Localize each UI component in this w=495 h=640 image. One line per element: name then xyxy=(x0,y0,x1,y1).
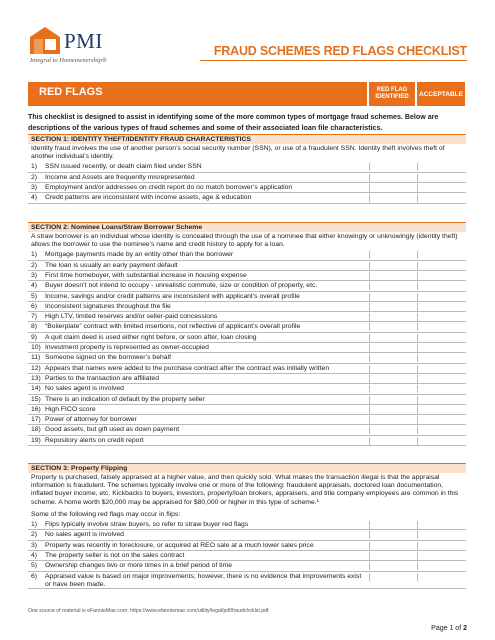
checklist-row xyxy=(28,271,466,281)
red-flag-identified-checkbox[interactable] xyxy=(369,437,415,445)
brand-tagline: Integral to Homeownership® xyxy=(30,57,107,64)
red-flag-identified-checkbox[interactable] xyxy=(369,251,415,259)
page-number-total: 2 xyxy=(463,625,467,632)
checklist-item-text: Mortgage payments made by an entity other than the borrower xyxy=(45,251,234,259)
column-header-acceptable: ACCEPTABLE xyxy=(417,82,465,106)
acceptable-checkbox[interactable] xyxy=(417,163,465,171)
acceptable-checkbox[interactable] xyxy=(417,272,465,280)
checklist-row xyxy=(28,312,466,322)
checklist-row xyxy=(28,183,466,193)
checklist-item-number: 15) xyxy=(31,395,41,403)
acceptable-checkbox[interactable] xyxy=(417,323,465,331)
acceptable-checkbox[interactable] xyxy=(417,293,465,301)
acceptable-checkbox[interactable] xyxy=(417,334,465,342)
red-flag-identified-checkbox[interactable] xyxy=(369,521,415,529)
checklist-item-text: The loan is usually an early payment default xyxy=(45,261,178,269)
section-property-flipping xyxy=(28,463,466,589)
section-description: A straw borrower is an individual whose identity is concealed through the use of a nominee that either knowingly or unknowingly (identity theft) allows the borrower to use the nominee’s name and credit history to apply for a loan. xyxy=(31,233,458,249)
acceptable-checkbox[interactable] xyxy=(417,354,465,362)
red-flag-identified-checkbox[interactable] xyxy=(369,344,415,352)
checklist-item-text: Flips typically involve straw buyers, so refer to straw buyer red flags xyxy=(45,521,249,529)
checklist-item-text: Good assets, but gift used as down payment xyxy=(45,426,180,434)
acceptable-checkbox[interactable] xyxy=(417,385,465,393)
checklist-item-number: 16) xyxy=(31,405,41,413)
acceptable-checkbox[interactable] xyxy=(417,303,465,311)
acceptable-checkbox[interactable] xyxy=(417,251,465,259)
checklist-row xyxy=(28,322,466,332)
checklist-item-text: Parties to the transaction are affiliated xyxy=(45,374,159,382)
checklist-row xyxy=(28,281,466,291)
checklist-row xyxy=(28,374,466,384)
red-flag-identified-checkbox[interactable] xyxy=(369,406,415,414)
checklist-row xyxy=(28,173,466,183)
checklist-item-number: 2) xyxy=(31,531,38,539)
page-number xyxy=(431,625,467,632)
acceptable-checkbox[interactable] xyxy=(417,375,465,383)
checklist-row xyxy=(28,436,466,446)
checklist-item-text: The property seller is not on the sales contract xyxy=(45,551,185,559)
red-flag-identified-checkbox[interactable] xyxy=(369,262,415,270)
checklist-item-number: 3) xyxy=(31,272,38,279)
title-divider xyxy=(200,60,467,61)
checklist-row xyxy=(28,425,466,435)
red-flag-identified-checkbox[interactable] xyxy=(369,426,415,434)
acceptable-checkbox[interactable] xyxy=(417,552,465,560)
checklist-row xyxy=(28,333,466,343)
acceptable-checkbox[interactable] xyxy=(417,262,465,270)
checklist-row xyxy=(28,261,466,271)
red-flag-identified-checkbox[interactable] xyxy=(369,194,415,202)
acceptable-checkbox[interactable] xyxy=(417,437,465,445)
acceptable-checkbox[interactable] xyxy=(417,426,465,434)
checklist-item-text: “Boilerplate” contract with limited insertions, not reflective of applicant’s overall profile xyxy=(45,323,301,331)
checklist-item-number: 18) xyxy=(31,426,41,434)
red-flag-identified-checkbox[interactable] xyxy=(369,293,415,301)
checklist-item-number: 3) xyxy=(31,184,38,191)
checklist-item-number: 1) xyxy=(31,163,38,171)
acceptable-checkbox[interactable] xyxy=(417,396,465,404)
section-heading: SECTION 2: Nominee Loans/Straw Borrower Scheme xyxy=(28,222,466,232)
section-straw-borrower xyxy=(28,222,466,446)
checklist-item-number: 9) xyxy=(31,333,38,341)
checklist-item-number: 1) xyxy=(31,251,38,259)
checklist-item-number: 19) xyxy=(31,436,41,444)
acceptable-checkbox[interactable] xyxy=(417,194,465,202)
checklist-item-number: 13) xyxy=(31,374,41,382)
checklist-item-text: Ownership changes two or more times in a brief period of time xyxy=(45,562,232,570)
checklist-item-number: 5) xyxy=(31,562,38,570)
acceptable-checkbox[interactable] xyxy=(417,344,465,352)
checklist-item-text: No sales agent is involved xyxy=(45,385,124,393)
checklist-item-text: Appraised value is based on major improvements; however, there is no evidence that improvements exist or have been made. xyxy=(45,572,362,588)
checklist-item-text: Income, savings and/or credit patterns are inconsistent with applicant’s overall profile xyxy=(45,292,300,300)
pmi-logo-mark-icon xyxy=(30,24,60,54)
checklist-item-number: 8) xyxy=(31,323,38,331)
checklist-row xyxy=(28,193,466,203)
red-flag-identified-checkbox[interactable] xyxy=(369,354,415,362)
red-flag-identified-checkbox[interactable] xyxy=(369,174,415,182)
brand-name: PMI xyxy=(64,29,103,53)
red-flag-identified-checkbox[interactable] xyxy=(369,375,415,383)
intro-paragraph: This checklist is designed to assist in identifying some of the more common types of mortgage fraud schemes. Below are descriptions of the various types of fraud schemes and some of their associated loan file characteristics. xyxy=(28,113,439,132)
column-header-red-flag-identified: RED FLAG IDENTIFIED xyxy=(369,82,415,106)
red-flag-identified-checkbox[interactable] xyxy=(369,323,415,331)
checklist-row xyxy=(28,384,466,394)
checklist-row xyxy=(28,250,466,260)
red-flag-identified-checkbox[interactable] xyxy=(369,552,415,560)
red-flags-header-label: RED FLAGS xyxy=(39,86,103,98)
checklist-item-text: A quit claim deed is used either right before, or soon after, loan closing xyxy=(45,333,257,341)
checklist-item-text: There is an indication of default by the property seller xyxy=(45,395,205,403)
checklist-item-text: Appears that names were added to the purchase contract after the contract was initially written xyxy=(45,364,330,372)
checklist-item-text: First time homebuyer, with substantial increase in housing expense xyxy=(45,272,247,279)
red-flag-identified-checkbox[interactable] xyxy=(369,184,415,192)
checklist-item-text: Repository alerts on credit report xyxy=(45,436,144,444)
red-flag-identified-checkbox[interactable] xyxy=(369,562,415,570)
acceptable-checkbox[interactable] xyxy=(417,174,465,182)
acceptable-checkbox[interactable] xyxy=(417,562,465,570)
section-identity-theft xyxy=(28,134,466,204)
section-description: Property is purchased, falsely appraised at a higher value, and then quickly sold. What makes the transaction illegal is that the appraisal information is fraudulent. The schemes typically involve one or more of the following: fraudulent appraisals, doctored loan documentation, inflated buyer income, etc. Kickbacks to buyers, investors, property/loan brokers, appraisers, and title company employees are common in this scheme. A home worth $20,000 may be appraised for $80,000 or higher in this type of scheme.¹ xyxy=(31,474,459,506)
red-flag-identified-checkbox[interactable] xyxy=(369,313,415,321)
checklist-item-number: 11) xyxy=(31,354,41,362)
checklist-item-text: Employment and/or addresses on credit report do no match borrower’s application xyxy=(45,184,293,191)
checklist-item-number: 4) xyxy=(31,194,38,202)
checklist-item-text: Inconsistent signatures throughout the file xyxy=(45,302,171,310)
acceptable-checkbox[interactable] xyxy=(417,282,465,290)
checklist-item-number: 3) xyxy=(31,541,38,549)
red-flag-identified-checkbox[interactable] xyxy=(369,282,415,290)
acceptable-checkbox[interactable] xyxy=(417,531,465,539)
checklist-item-text: Property was recently in foreclosure, or acquired at REO sale at a much lower sales price xyxy=(45,541,314,549)
checklist-row xyxy=(28,353,466,363)
checklist-row xyxy=(28,415,466,425)
checklist-row xyxy=(28,364,466,374)
checklist-item-number: 10) xyxy=(31,344,41,352)
acceptable-checkbox[interactable] xyxy=(417,542,465,550)
red-flags-header xyxy=(28,82,367,106)
red-flag-identified-checkbox[interactable] xyxy=(369,365,415,373)
checklist-item-number: 17) xyxy=(31,416,41,424)
checklist-item-number: 5) xyxy=(31,292,38,300)
section-heading: SECTION 1: IDENTITY THEFT/IDENTITY FRAUD CHARACTERISTICS xyxy=(28,134,466,144)
checklist-row xyxy=(28,343,466,353)
red-flag-identified-checkbox[interactable] xyxy=(369,163,415,171)
checklist-item-text: Someone signed on the borrower’s behalf xyxy=(45,354,171,362)
pmi-logo xyxy=(30,24,160,70)
acceptable-checkbox[interactable] xyxy=(417,416,465,424)
checklist-row xyxy=(28,302,466,312)
checklist-item-number: 7) xyxy=(31,313,38,321)
checklist-item-text: Power of attorney for borrower xyxy=(45,416,137,424)
checklist-row xyxy=(28,541,466,551)
checklist-item-text: Income and Assets are frequently misrepresented xyxy=(45,173,195,181)
checklist-item-text: High LTV, limited reserves and/or seller-paid concessions xyxy=(45,313,218,321)
red-flag-identified-checkbox[interactable] xyxy=(369,531,415,539)
checklist-item-text: Investment property is represented as owner-occupied xyxy=(45,344,209,352)
checklist-row xyxy=(28,395,466,405)
checklist-item-number: 6) xyxy=(31,572,38,580)
section-heading: SECTION 3: Property Flipping xyxy=(28,463,466,473)
checklist-item-number: 4) xyxy=(31,282,38,290)
section-description: Identity fraud involves the use of another person’s social security number (SSN), or use of a fraudulent SSN. Identity theft involves theft of another individual’s identity. xyxy=(31,145,445,161)
checklist-item-number: 1) xyxy=(31,521,38,529)
acceptable-checkbox[interactable] xyxy=(417,365,465,373)
acceptable-checkbox[interactable] xyxy=(417,573,465,581)
checklist-row xyxy=(28,520,466,530)
checklist-item-number: 2) xyxy=(31,173,38,181)
checklist-row xyxy=(28,572,466,589)
acceptable-checkbox[interactable] xyxy=(417,184,465,192)
acceptable-checkbox[interactable] xyxy=(417,521,465,529)
red-flag-identified-checkbox[interactable] xyxy=(369,573,415,581)
red-flag-identified-checkbox[interactable] xyxy=(369,416,415,424)
checklist-item-text: Credit patterns are inconsistent with income assets, age & education xyxy=(45,194,252,202)
checklist-item-text: High FICO score xyxy=(45,405,96,413)
red-flag-identified-checkbox[interactable] xyxy=(369,303,415,311)
acceptable-checkbox[interactable] xyxy=(417,406,465,414)
checklist-row xyxy=(28,551,466,561)
checklist-item-number: 12) xyxy=(31,364,41,372)
source-footnote: One source of material is eFannieMae.com: https://www.efanniemae.com/utility/legal/pdf/fraudchcklst.pdf xyxy=(28,608,269,614)
checklist-row xyxy=(28,561,466,571)
checklist-row xyxy=(28,292,466,302)
checklist-row xyxy=(28,405,466,415)
document-title: FRAUD SCHEMES RED FLAGS CHECKLIST xyxy=(213,44,467,58)
checklist-item-text: Buyer doesn’t not intend to occupy - unrealistic commute, size or condition of property, etc. xyxy=(45,282,318,290)
red-flag-identified-checkbox[interactable] xyxy=(369,272,415,280)
red-flag-identified-checkbox[interactable] xyxy=(369,542,415,550)
section-subdescription: Some of the following red flags may occur in flips: xyxy=(31,510,181,518)
checklist-item-text: SSN issued recently, or death claim filed under SSN xyxy=(45,163,202,171)
checklist-row xyxy=(28,162,466,172)
checklist-item-number: 6) xyxy=(31,302,38,310)
red-flag-identified-checkbox[interactable] xyxy=(369,334,415,342)
checklist-item-number: 14) xyxy=(31,385,41,393)
checklist-item-number: 4) xyxy=(31,551,38,559)
red-flag-identified-checkbox[interactable] xyxy=(369,396,415,404)
red-flag-identified-checkbox[interactable] xyxy=(369,385,415,393)
acceptable-checkbox[interactable] xyxy=(417,313,465,321)
page-number-prefix: Page 1 of xyxy=(431,625,464,632)
checklist-item-number: 2) xyxy=(31,261,38,269)
checklist-row xyxy=(28,530,466,540)
checklist-item-text: No sales agent is involved xyxy=(45,531,124,539)
